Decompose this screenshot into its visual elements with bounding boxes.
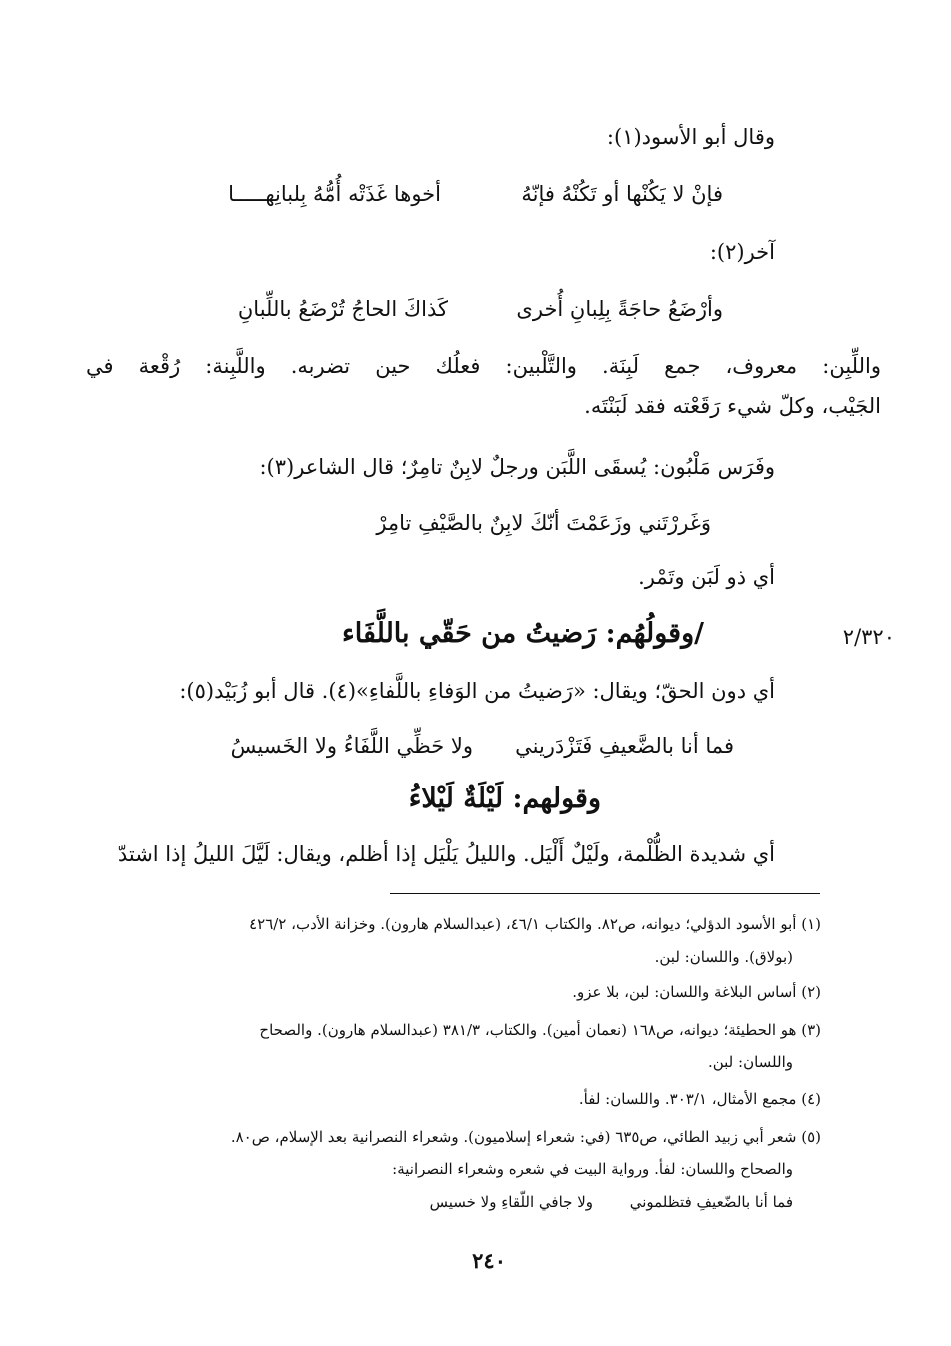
- intro-akhar: آخر(٢):: [709, 240, 775, 264]
- paragraph-libn-line-1: واللِّبِن: معروف، جمع لَبِنَة. والتَّلْبين: فعلُك حين تضربه. واللَّبِنة: رُقْعة في: [86, 354, 881, 378]
- verse-4-right-hemistich: فما أنا بالضَّعيفِ فَتَزْدَريني: [515, 734, 734, 758]
- page-number: ٢٤٠: [472, 1248, 506, 1273]
- paragraph-layla: أي شديدة الظُّلْمة، ولَيْلٌ أَلْيَل. والليلُ يَلْيَل إذا أظلم، ويقال: لَيَّلَ الليلُ إذا اشتدّ: [117, 842, 775, 866]
- footnote-2: (٢) أساس البلاغة واللسان: لبن، بلا عزو.: [572, 983, 821, 1001]
- footnote-3-line-1: (٣) هو الحطيئة؛ ديوانه، ص١٦٨ (نعمان أمين). والكتاب، ٣٨١/٣ (عبدالسلام هارون). والصحاح: [259, 1021, 821, 1039]
- verse-2-right-hemistich: وأرْضَعُ حاجَةً بِلِبانِ أُخرى: [516, 297, 723, 321]
- heading-layla: وقولهم: لَيْلَةٌ لَيْلاءُ: [408, 783, 601, 814]
- heading-lafa: /وقولُهُم: رَضيتُ من حَقّي باللَّفَاء: [342, 618, 704, 649]
- footnote-5-line-2: والصحاح واللسان: لفأ. ورواية البيت في شعره وشعراء النصرانية:: [392, 1160, 793, 1178]
- footnote-5-line-1: (٥) شعر أبي زبيد الطائي، ص٦٣٥ (في: شعراء إسلاميون). وشعراء النصرانية بعد الإسلام، ص٨٠.: [230, 1128, 821, 1146]
- verse-1-left-hemistich: أخوها غَذَتْه أُمُّهُ بِلبانِهـــــا: [228, 182, 441, 206]
- footnote-1-line-2: (بولاق). واللسان: لبن.: [654, 948, 793, 966]
- margin-reference: ٢/٣٢٠: [842, 625, 895, 649]
- verse-2-left-hemistich: كَذاكَ الحاجُ تُرْضَعُ باللِّبانِ: [237, 297, 448, 321]
- footnote-4: (٤) مجمع الأمثال، ٣٠٣/١. واللسان: لفأ.: [578, 1090, 821, 1108]
- paragraph-lafa: أي دون الحقّ؛ ويقال: «رَضيتُ من الوَفاءِ باللَّفاءِ»(٤). قال أبو زُبَيْد(٥):: [179, 679, 775, 703]
- verse-1-right-hemistich: فإنْ لا يَكُنْها أو تَكُنْهُ فإنّهُ: [521, 182, 723, 206]
- verse-3: وَغَررْتَني وزَعَمْتَ أنّكَ لابِنٌ بالصَّيْفِ تامِرْ: [376, 511, 711, 535]
- footnote-1-line-1: (١) أبو الأسود الدؤلي؛ ديوانه، ص٨٢. والكتاب ٤٦/١، (عبدالسلام هارون). وخزانة الأدب، ٤٢٦/٢: [249, 915, 821, 933]
- footnote-5-verse-left: ولا جافي اللّقاءِ ولا خسيس: [429, 1193, 593, 1211]
- paragraph-libn-line-2: الجَيْب، وكلّ شيء رَقَعْته فقد لَبَنْتَه.: [584, 394, 881, 418]
- footnote-3-line-2: واللسان: لبن.: [707, 1053, 793, 1071]
- paragraph-faras: وفَرَس مَلْبُون: يُسقَى اللَّبَن ورجلٌ لابِنٌ تامِرٌ؛ قال الشاعر(٣):: [259, 455, 775, 479]
- footnote-5-verse-right: فما أنا بالضّعيفِ فتظلموني: [629, 1193, 793, 1211]
- explanation-3: أي ذو لَبَن وتَمْر.: [638, 565, 775, 589]
- intro-abu-aswad: وقال أبو الأسود(١):: [606, 125, 775, 149]
- verse-4-left-hemistich: ولا حَظِّي اللَّفَاءُ ولا الخَسيسُ: [230, 734, 473, 758]
- footnote-separator: [390, 893, 820, 894]
